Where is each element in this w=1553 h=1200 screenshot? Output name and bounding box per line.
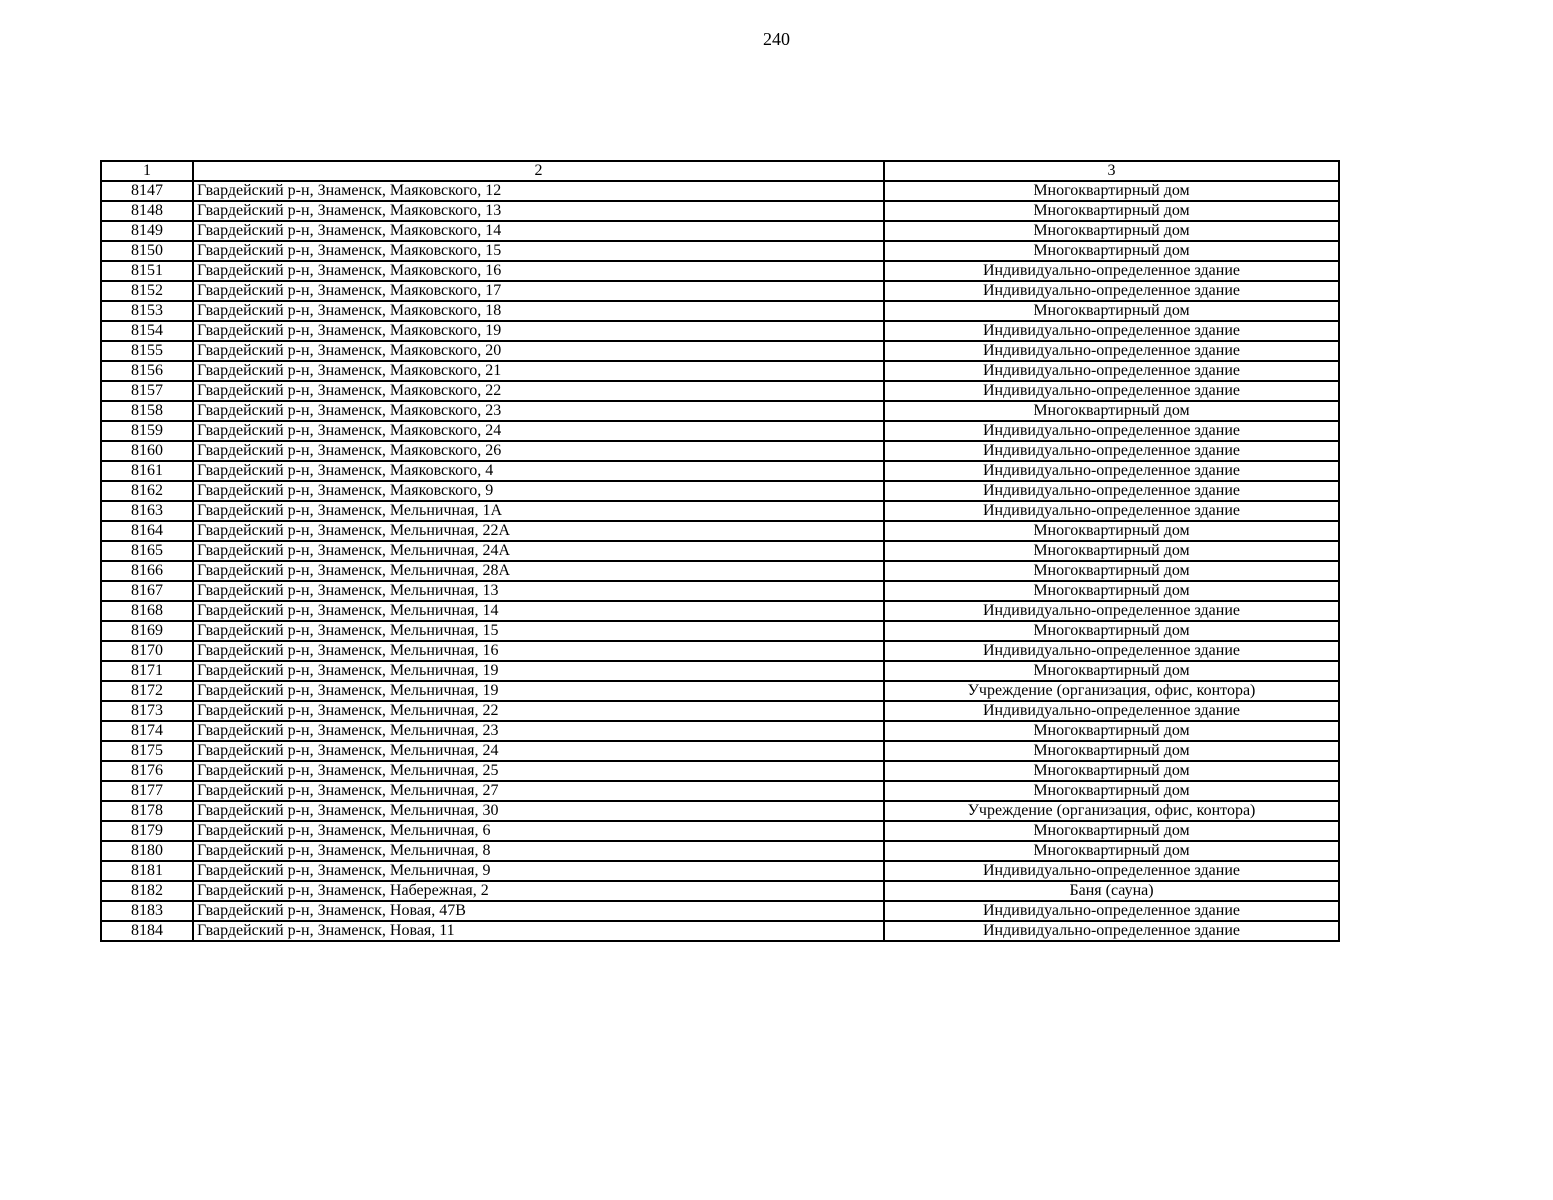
object-type-cell: Многоквартирный дом bbox=[884, 581, 1339, 601]
row-number-cell: 8175 bbox=[101, 741, 193, 761]
object-type-cell: Многоквартирный дом bbox=[884, 661, 1339, 681]
address-cell: Гвардейский р-н, Знаменск, Набережная, 2 bbox=[193, 881, 884, 901]
object-type-cell: Многоквартирный дом bbox=[884, 301, 1339, 321]
address-cell: Гвардейский р-н, Знаменск, Маяковского, 14 bbox=[193, 221, 884, 241]
row-number-cell: 8169 bbox=[101, 621, 193, 641]
address-cell: Гвардейский р-н, Знаменск, Мельничная, 27 bbox=[193, 781, 884, 801]
object-type-cell: Многоквартирный дом bbox=[884, 541, 1339, 561]
row-number-cell: 8181 bbox=[101, 861, 193, 881]
object-type-cell: Индивидуально-определенное здание bbox=[884, 361, 1339, 381]
table-row bbox=[101, 721, 1339, 741]
row-number-cell: 8149 bbox=[101, 221, 193, 241]
row-number-cell: 8153 bbox=[101, 301, 193, 321]
table-row bbox=[101, 221, 1339, 241]
row-number-cell: 8179 bbox=[101, 821, 193, 841]
object-type-cell: Многоквартирный дом bbox=[884, 761, 1339, 781]
row-number-cell: 8156 bbox=[101, 361, 193, 381]
row-number-cell: 8148 bbox=[101, 201, 193, 221]
table-row bbox=[101, 501, 1339, 521]
address-cell: Гвардейский р-н, Знаменск, Маяковского, 9 bbox=[193, 481, 884, 501]
object-type-cell: Индивидуально-определенное здание bbox=[884, 921, 1339, 941]
table-row bbox=[101, 181, 1339, 201]
row-number-cell: 8176 bbox=[101, 761, 193, 781]
row-number-cell: 8158 bbox=[101, 401, 193, 421]
address-cell: Гвардейский р-н, Знаменск, Мельничная, 14 bbox=[193, 601, 884, 621]
row-number-cell: 8160 bbox=[101, 441, 193, 461]
object-type-cell: Индивидуально-определенное здание bbox=[884, 501, 1339, 521]
row-number-cell: 8151 bbox=[101, 261, 193, 281]
address-cell: Гвардейский р-н, Знаменск, Новая, 11 bbox=[193, 921, 884, 941]
address-cell: Гвардейский р-н, Знаменск, Мельничная, 9 bbox=[193, 861, 884, 881]
table-row bbox=[101, 421, 1339, 441]
table-row bbox=[101, 461, 1339, 481]
object-type-cell: Многоквартирный дом bbox=[884, 201, 1339, 221]
table-row bbox=[101, 781, 1339, 801]
address-cell: Гвардейский р-н, Знаменск, Мельничная, 19 bbox=[193, 661, 884, 681]
address-cell: Гвардейский р-н, Знаменск, Мельничная, 28А bbox=[193, 561, 884, 581]
address-cell: Гвардейский р-н, Знаменск, Маяковского, 23 bbox=[193, 401, 884, 421]
row-number-cell: 8165 bbox=[101, 541, 193, 561]
row-number-cell: 8163 bbox=[101, 501, 193, 521]
object-type-cell: Многоквартирный дом bbox=[884, 741, 1339, 761]
row-number-cell: 8167 bbox=[101, 581, 193, 601]
address-cell: Гвардейский р-н, Знаменск, Маяковского, 20 bbox=[193, 341, 884, 361]
table-row bbox=[101, 441, 1339, 461]
address-cell: Гвардейский р-н, Знаменск, Маяковского, 26 bbox=[193, 441, 884, 461]
object-type-cell: Индивидуально-определенное здание bbox=[884, 461, 1339, 481]
object-type-cell: Многоквартирный дом bbox=[884, 241, 1339, 261]
table-row bbox=[101, 261, 1339, 281]
table-body bbox=[101, 161, 1339, 941]
table-row bbox=[101, 861, 1339, 881]
row-number-cell: 8183 bbox=[101, 901, 193, 921]
object-type-cell: Учреждение (организация, офис, контора) bbox=[884, 801, 1339, 821]
row-number-cell: 8152 bbox=[101, 281, 193, 301]
address-cell: Гвардейский р-н, Знаменск, Маяковского, 12 bbox=[193, 181, 884, 201]
address-cell: Гвардейский р-н, Знаменск, Мельничная, 30 bbox=[193, 801, 884, 821]
table-header-row bbox=[101, 161, 1339, 181]
table-row bbox=[101, 341, 1339, 361]
registry-table bbox=[100, 160, 1340, 942]
table-row bbox=[101, 801, 1339, 821]
row-number-cell: 8168 bbox=[101, 601, 193, 621]
column-header-3: 3 bbox=[884, 161, 1339, 181]
row-number-cell: 8157 bbox=[101, 381, 193, 401]
table-row bbox=[101, 381, 1339, 401]
object-type-cell: Многоквартирный дом bbox=[884, 181, 1339, 201]
address-cell: Гвардейский р-н, Знаменск, Мельничная, 6 bbox=[193, 821, 884, 841]
table-row bbox=[101, 921, 1339, 941]
table-row bbox=[101, 541, 1339, 561]
table-row bbox=[101, 481, 1339, 501]
object-type-cell: Индивидуально-определенное здание bbox=[884, 321, 1339, 341]
row-number-cell: 8154 bbox=[101, 321, 193, 341]
row-number-cell: 8178 bbox=[101, 801, 193, 821]
address-cell: Гвардейский р-н, Знаменск, Маяковского, 19 bbox=[193, 321, 884, 341]
row-number-cell: 8161 bbox=[101, 461, 193, 481]
row-number-cell: 8170 bbox=[101, 641, 193, 661]
object-type-cell: Индивидуально-определенное здание bbox=[884, 421, 1339, 441]
object-type-cell: Индивидуально-определенное здание bbox=[884, 341, 1339, 361]
table-row bbox=[101, 901, 1339, 921]
address-cell: Гвардейский р-н, Знаменск, Маяковского, 15 bbox=[193, 241, 884, 261]
address-cell: Гвардейский р-н, Знаменск, Мельничная, 16 bbox=[193, 641, 884, 661]
table-row bbox=[101, 881, 1339, 901]
object-type-cell: Индивидуально-определенное здание bbox=[884, 441, 1339, 461]
table-row bbox=[101, 761, 1339, 781]
address-cell: Гвардейский р-н, Знаменск, Мельничная, 22 bbox=[193, 701, 884, 721]
table-row bbox=[101, 661, 1339, 681]
row-number-cell: 8147 bbox=[101, 181, 193, 201]
object-type-cell: Индивидуально-определенное здание bbox=[884, 861, 1339, 881]
table-row bbox=[101, 641, 1339, 661]
object-type-cell: Индивидуально-определенное здание bbox=[884, 261, 1339, 281]
object-type-cell: Многоквартирный дом bbox=[884, 561, 1339, 581]
row-number-cell: 8150 bbox=[101, 241, 193, 261]
address-cell: Гвардейский р-н, Знаменск, Мельничная, 1А bbox=[193, 501, 884, 521]
table-row bbox=[101, 401, 1339, 421]
address-cell: Гвардейский р-н, Знаменск, Мельничная, 23 bbox=[193, 721, 884, 741]
object-type-cell: Индивидуально-определенное здание bbox=[884, 481, 1339, 501]
address-cell: Гвардейский р-н, Знаменск, Мельничная, 13 bbox=[193, 581, 884, 601]
object-type-cell: Индивидуально-определенное здание bbox=[884, 641, 1339, 661]
address-cell: Гвардейский р-н, Знаменск, Маяковского, 13 bbox=[193, 201, 884, 221]
row-number-cell: 8155 bbox=[101, 341, 193, 361]
address-cell: Гвардейский р-н, Знаменск, Мельничная, 24 bbox=[193, 741, 884, 761]
address-cell: Гвардейский р-н, Знаменск, Мельничная, 15 bbox=[193, 621, 884, 641]
column-header-2: 2 bbox=[193, 161, 884, 181]
table-row bbox=[101, 201, 1339, 221]
address-cell: Гвардейский р-н, Знаменск, Маяковского, 4 bbox=[193, 461, 884, 481]
address-cell: Гвардейский р-н, Знаменск, Мельничная, 24А bbox=[193, 541, 884, 561]
address-cell: Гвардейский р-н, Знаменск, Маяковского, 18 bbox=[193, 301, 884, 321]
table-row bbox=[101, 581, 1339, 601]
table-row bbox=[101, 361, 1339, 381]
row-number-cell: 8184 bbox=[101, 921, 193, 941]
table-row bbox=[101, 821, 1339, 841]
object-type-cell: Баня (сауна) bbox=[884, 881, 1339, 901]
row-number-cell: 8174 bbox=[101, 721, 193, 741]
table-row bbox=[101, 521, 1339, 541]
row-number-cell: 8173 bbox=[101, 701, 193, 721]
object-type-cell: Индивидуально-определенное здание bbox=[884, 601, 1339, 621]
address-cell: Гвардейский р-н, Знаменск, Маяковского, 17 bbox=[193, 281, 884, 301]
address-cell: Гвардейский р-н, Знаменск, Мельничная, 25 bbox=[193, 761, 884, 781]
object-type-cell: Многоквартирный дом bbox=[884, 821, 1339, 841]
column-header-1: 1 bbox=[101, 161, 193, 181]
object-type-cell: Многоквартирный дом bbox=[884, 721, 1339, 741]
table-row bbox=[101, 561, 1339, 581]
row-number-cell: 8177 bbox=[101, 781, 193, 801]
page-number: 240 bbox=[763, 29, 790, 49]
table-row bbox=[101, 741, 1339, 761]
object-type-cell: Многоквартирный дом bbox=[884, 781, 1339, 801]
table-row bbox=[101, 301, 1339, 321]
row-number-cell: 8159 bbox=[101, 421, 193, 441]
table-row bbox=[101, 321, 1339, 341]
object-type-cell: Индивидуально-определенное здание bbox=[884, 281, 1339, 301]
table-row bbox=[101, 841, 1339, 861]
object-type-cell: Многоквартирный дом bbox=[884, 401, 1339, 421]
address-cell: Гвардейский р-н, Знаменск, Мельничная, 19 bbox=[193, 681, 884, 701]
address-cell: Гвардейский р-н, Знаменск, Маяковского, 21 bbox=[193, 361, 884, 381]
address-cell: Гвардейский р-н, Знаменск, Маяковского, 22 bbox=[193, 381, 884, 401]
row-number-cell: 8166 bbox=[101, 561, 193, 581]
table-row bbox=[101, 281, 1339, 301]
table-row bbox=[101, 601, 1339, 621]
row-number-cell: 8171 bbox=[101, 661, 193, 681]
row-number-cell: 8162 bbox=[101, 481, 193, 501]
object-type-cell: Многоквартирный дом bbox=[884, 521, 1339, 541]
object-type-cell: Индивидуально-определенное здание bbox=[884, 701, 1339, 721]
object-type-cell: Индивидуально-определенное здание bbox=[884, 901, 1339, 921]
row-number-cell: 8172 bbox=[101, 681, 193, 701]
row-number-cell: 8180 bbox=[101, 841, 193, 861]
object-type-cell: Индивидуально-определенное здание bbox=[884, 381, 1339, 401]
address-cell: Гвардейский р-н, Знаменск, Мельничная, 22А bbox=[193, 521, 884, 541]
table-row bbox=[101, 241, 1339, 261]
table-row bbox=[101, 701, 1339, 721]
address-cell: Гвардейский р-н, Знаменск, Мельничная, 8 bbox=[193, 841, 884, 861]
table-row bbox=[101, 621, 1339, 641]
address-cell: Гвардейский р-н, Знаменск, Маяковского, 24 bbox=[193, 421, 884, 441]
object-type-cell: Многоквартирный дом bbox=[884, 221, 1339, 241]
object-type-cell: Учреждение (организация, офис, контора) bbox=[884, 681, 1339, 701]
row-number-cell: 8164 bbox=[101, 521, 193, 541]
table-row bbox=[101, 681, 1339, 701]
row-number-cell: 8182 bbox=[101, 881, 193, 901]
address-cell: Гвардейский р-н, Знаменск, Новая, 47В bbox=[193, 901, 884, 921]
address-cell: Гвардейский р-н, Знаменск, Маяковского, 16 bbox=[193, 261, 884, 281]
object-type-cell: Многоквартирный дом bbox=[884, 841, 1339, 861]
object-type-cell: Многоквартирный дом bbox=[884, 621, 1339, 641]
